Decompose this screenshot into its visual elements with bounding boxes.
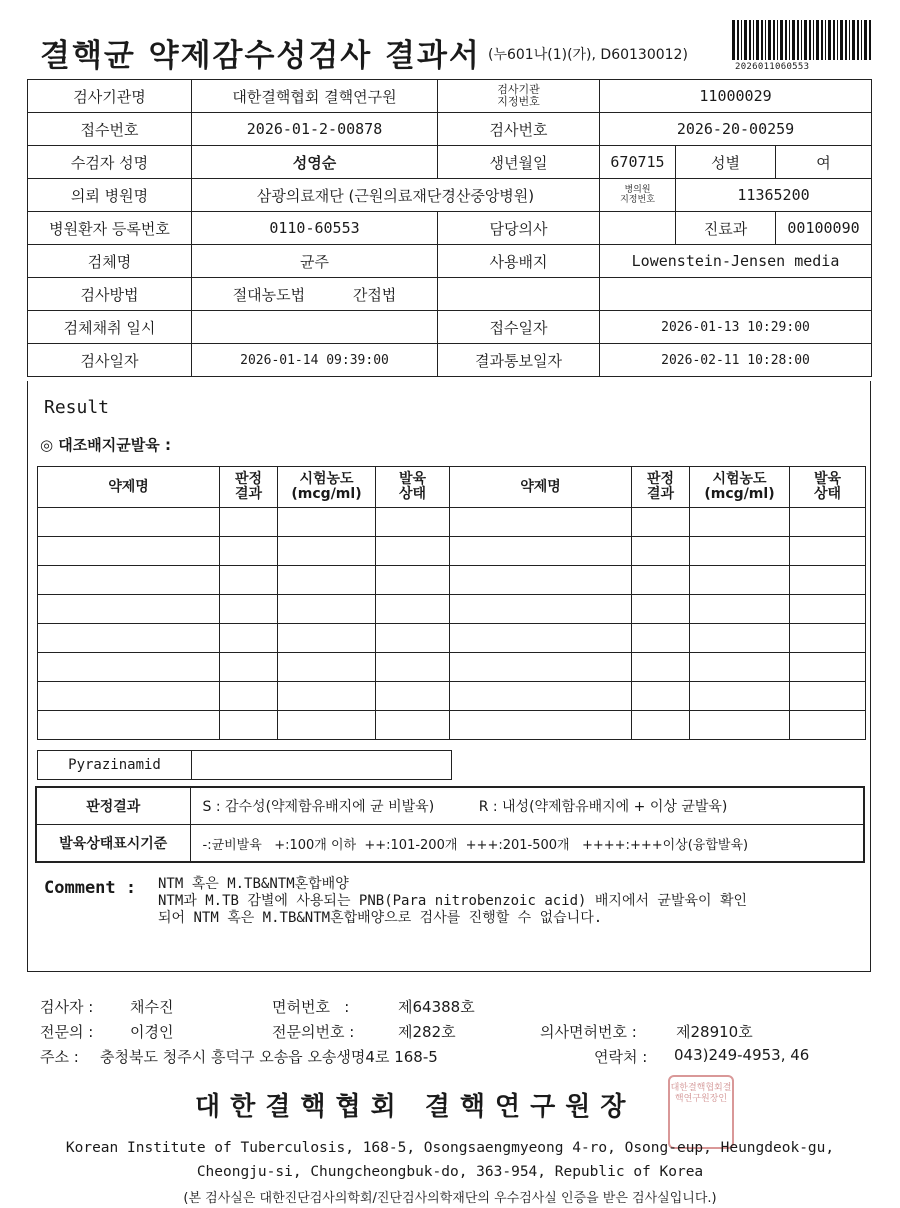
col-drug-right: 약제명 <box>450 467 632 508</box>
drug-cell <box>632 537 690 566</box>
barcode-bar <box>869 20 871 60</box>
barcode-bar <box>797 20 799 60</box>
collect-date <box>192 311 438 344</box>
drug-cell <box>38 682 220 711</box>
lab-name: 대한결핵협회 결핵연구원 <box>192 80 438 113</box>
drug-cell <box>690 595 790 624</box>
seal-text: 대한결핵협회결핵연구원장인 <box>670 1083 732 1104</box>
lab-code-label: 검사기관 지정번호 <box>438 80 600 113</box>
phone-label: 연락처 : <box>594 1048 648 1066</box>
barcode-bar <box>785 20 787 60</box>
specialist-label: 전문의 : <box>40 1023 94 1041</box>
barcode-bar <box>741 20 742 60</box>
patient-reg-label: 병원환자 등록번호 <box>28 212 192 245</box>
barcode-image <box>732 20 872 60</box>
drug-cell <box>38 508 220 537</box>
drug-cell <box>790 508 866 537</box>
drug-cell <box>278 537 376 566</box>
medium: Lowenstein-Jensen media <box>600 245 872 278</box>
col-growth-right: 발육 상태 <box>790 467 866 508</box>
drug-row <box>38 566 866 595</box>
col-judgment-right: 판정 결과 <box>632 467 690 508</box>
drug-cell <box>690 508 790 537</box>
receipt-date-label: 접수일자 <box>438 311 600 344</box>
drug-cell <box>632 653 690 682</box>
test-no: 2026-20-00259 <box>600 113 872 146</box>
barcode-bar <box>813 20 814 60</box>
dept-code: 00100090 <box>776 212 872 245</box>
specialist-name: 이경인 <box>130 1023 174 1041</box>
address-label: 주소 : <box>40 1048 79 1066</box>
english-address-line1: Korean Institute of Tuberculosis, 168-5, Osongsaengmyeong 4-ro, Osong-eup, Heungdeok-gu, <box>65 1140 835 1156</box>
receipt-no: 2026-01-2-00878 <box>192 113 438 146</box>
barcode-bar <box>753 20 754 60</box>
method-indirect: 간접법 <box>352 285 397 304</box>
form-code: (누601나(1)(가), D60130012) <box>488 47 688 63</box>
drug-cell <box>450 595 632 624</box>
barcode-bar <box>765 20 766 60</box>
barcode-bar <box>804 20 807 60</box>
drug-row <box>38 624 866 653</box>
drug-cell <box>38 624 220 653</box>
drug-cell <box>790 566 866 595</box>
drug-cell <box>278 595 376 624</box>
specialist-no: 제282호 <box>398 1023 456 1041</box>
drug-cell <box>450 566 632 595</box>
patient-name-label: 수검자 성명 <box>28 146 192 179</box>
drug-cell <box>690 624 790 653</box>
english-address-line2: Cheongju-si, Chungcheongbuk-do, 363-954, Republic of Korea <box>196 1164 704 1180</box>
patient-name: 성영순 <box>192 146 438 179</box>
drug-cell <box>690 711 790 740</box>
drug-cell <box>450 653 632 682</box>
drug-cell <box>450 508 632 537</box>
drug-row <box>38 682 866 711</box>
barcode-bar <box>864 20 867 60</box>
test-no-label: 검사번호 <box>438 113 600 146</box>
drug-cell <box>376 537 450 566</box>
drug-cell <box>790 653 866 682</box>
drug-cell <box>38 711 220 740</box>
test-date: 2026-01-14 09:39:00 <box>192 344 438 377</box>
barcode-bar <box>732 20 735 60</box>
col-growth-left: 발육 상태 <box>376 467 450 508</box>
receipt-no-label: 접수번호 <box>28 113 192 146</box>
pyrazinamide-table <box>37 750 452 780</box>
drug-cell <box>690 537 790 566</box>
drug-cell <box>632 682 690 711</box>
barcode-number: 2026011060553 <box>735 62 810 72</box>
receipt-date: 2026-01-13 10:29:00 <box>600 311 872 344</box>
doctor-license-label: 의사면허번호 : <box>540 1023 637 1041</box>
barcode-bar <box>744 20 747 60</box>
drug-cell <box>220 711 278 740</box>
info-table <box>27 79 872 377</box>
license-no: 제64388호 <box>398 998 475 1016</box>
comment-label: Comment : <box>44 878 137 898</box>
result-label: Result <box>44 397 110 418</box>
drug-cell <box>38 566 220 595</box>
barcode-bar <box>840 20 843 60</box>
barcode-bar <box>821 20 823 60</box>
judgment-legend-label: 판정결과 <box>36 787 190 825</box>
drug-cell <box>38 537 220 566</box>
drug-cell <box>376 624 450 653</box>
method-empty-2 <box>600 278 872 311</box>
lab-code: 11000029 <box>600 80 872 113</box>
doctor-label: 담당의사 <box>438 212 600 245</box>
barcode-bar <box>768 20 771 60</box>
barcode-bar <box>777 20 778 60</box>
drug-cell <box>220 682 278 711</box>
drug-cell <box>278 566 376 595</box>
pza-value <box>192 751 452 780</box>
specialist-no-label: 전문의번호 : <box>272 1023 355 1041</box>
drug-row <box>38 537 866 566</box>
judgment-legend <box>190 787 864 825</box>
specimen-label: 검체명 <box>28 245 192 278</box>
specimen: 균주 <box>192 245 438 278</box>
hospital-code: 11365200 <box>676 179 872 212</box>
growth-legend-label: 발육상태표시기준 <box>36 825 190 863</box>
hospital-name: 삼광의료재단 (근원의료재단경산중앙병원) <box>192 179 600 212</box>
barcode-bar <box>756 20 759 60</box>
certification-note: (본 검사실은 대한진단검사의학회/진단검사의학재단의 우수검사실 인증을 받은 검사실입니다.) <box>183 1191 717 1206</box>
barcode-bar <box>837 20 838 60</box>
tester-name: 채수진 <box>130 998 174 1016</box>
barcode-bar <box>780 20 783 60</box>
patient-reg-no: 0110-60553 <box>192 212 438 245</box>
license-label: 면허번호 : <box>272 998 350 1016</box>
growth-legend: -:균비발육 +:100개 이하 ++:101-200개 +++:201-500개 ++++:+++이상(융합발육) <box>190 825 864 863</box>
method-empty-1 <box>438 278 600 311</box>
col-judgment-left: 판정 결과 <box>220 467 278 508</box>
drug-cell <box>790 682 866 711</box>
drug-cell <box>632 508 690 537</box>
drug-row <box>38 595 866 624</box>
drug-cell <box>220 566 278 595</box>
report-date-label: 결과통보일자 <box>438 344 600 377</box>
drug-cell <box>220 595 278 624</box>
doctor-name <box>600 212 676 245</box>
drug-cell <box>450 624 632 653</box>
barcode-bar <box>849 20 850 60</box>
drug-cell <box>278 624 376 653</box>
control-growth-label: ◎ 대조배지균발육 : <box>40 436 171 454</box>
drug-cell <box>632 566 690 595</box>
drug-row <box>38 508 866 537</box>
barcode-bar <box>801 20 802 60</box>
drug-cell <box>690 653 790 682</box>
drug-cell <box>790 711 866 740</box>
method-absolute: 절대농도법 <box>232 285 306 304</box>
comment-text: NTM 혹은 M.TB&NTM혼합배양 NTM과 M.TB 감별에 사용되는 PNB(Para nitrobenzoic acid) 배지에서 균발육이 확인 되어 NTM 혹은 M.TB&NTM혼합배양으로 검사를 진행할 수 없습니다. <box>158 876 748 926</box>
lab-name-label: 검사기관명 <box>28 80 192 113</box>
barcode-bar <box>816 20 819 60</box>
judgment-r: R : 내성(약제함유배지에 + 이상 균발육) <box>478 799 728 815</box>
barcode-bar <box>833 20 835 60</box>
drug-cell <box>38 595 220 624</box>
phone: 043)249-4953, 46 <box>674 1046 810 1064</box>
drug-cell <box>450 711 632 740</box>
barcode-bar <box>749 20 751 60</box>
drug-cell <box>632 624 690 653</box>
barcode-bar <box>792 20 795 60</box>
drug-cell <box>376 508 450 537</box>
barcode-bar <box>825 20 826 60</box>
drug-cell <box>632 595 690 624</box>
sex: 여 <box>776 146 872 179</box>
institute-name: 대한결핵협회 결핵연구원장 <box>195 1092 636 1122</box>
drug-cell <box>278 508 376 537</box>
barcode-bar <box>773 20 775 60</box>
col-conc-left: 시험농도 (mcg/ml) <box>278 467 376 508</box>
drug-cell <box>790 537 866 566</box>
barcode-bar <box>861 20 862 60</box>
drug-cell <box>278 653 376 682</box>
hospital-code-label: 병의원 지정번호 <box>600 179 676 212</box>
drug-cell <box>278 711 376 740</box>
barcode-bar <box>761 20 763 60</box>
drug-cell <box>376 566 450 595</box>
test-date-label: 검사일자 <box>28 344 192 377</box>
drug-cell <box>376 595 450 624</box>
col-drug-left: 약제명 <box>38 467 220 508</box>
sex-label: 성별 <box>676 146 776 179</box>
legend-table <box>35 786 865 863</box>
barcode-bar <box>845 20 847 60</box>
drug-cell <box>38 653 220 682</box>
drug-row <box>38 653 866 682</box>
barcode-bar <box>809 20 811 60</box>
drug-cell <box>632 711 690 740</box>
address: 충청북도 청주시 흥덕구 오송읍 오송생명4로 168-5 <box>100 1048 438 1066</box>
drug-cell <box>220 537 278 566</box>
drug-cell <box>220 624 278 653</box>
drug-cell <box>376 682 450 711</box>
birth-date: 670715 <box>600 146 676 179</box>
drug-cell <box>790 595 866 624</box>
drug-row <box>38 711 866 740</box>
drug-table <box>37 466 866 740</box>
method-value <box>192 278 438 311</box>
col-conc-right: 시험농도 (mcg/ml) <box>690 467 790 508</box>
drug-cell <box>450 537 632 566</box>
method-label: 검사방법 <box>28 278 192 311</box>
collect-label: 검체채취 일시 <box>28 311 192 344</box>
barcode-bar <box>852 20 855 60</box>
drug-cell <box>690 682 790 711</box>
barcode-bar <box>737 20 739 60</box>
barcode-bar <box>857 20 859 60</box>
drug-cell <box>376 653 450 682</box>
birth-label: 생년월일 <box>438 146 600 179</box>
medium-label: 사용배지 <box>438 245 600 278</box>
drug-cell <box>220 653 278 682</box>
barcode-bar <box>828 20 831 60</box>
drug-cell <box>278 682 376 711</box>
doctor-license-no: 제28910호 <box>676 1023 753 1041</box>
drug-cell <box>790 624 866 653</box>
dept-label: 진료과 <box>676 212 776 245</box>
judgment-s: S : 감수성(약제함유배지에 균 비발육) <box>202 799 435 815</box>
report-date: 2026-02-11 10:28:00 <box>600 344 872 377</box>
tester-label: 검사자 : <box>40 998 94 1016</box>
page-title: 결핵균 약제감수성검사 결과서 <box>40 38 481 74</box>
hospital-label: 의뢰 병원명 <box>28 179 192 212</box>
drug-cell <box>220 508 278 537</box>
drug-cell <box>376 711 450 740</box>
pza-label: Pyrazinamid <box>38 751 192 780</box>
barcode-bar <box>789 20 790 60</box>
drug-cell <box>450 682 632 711</box>
drug-cell <box>690 566 790 595</box>
official-seal <box>668 1075 734 1149</box>
